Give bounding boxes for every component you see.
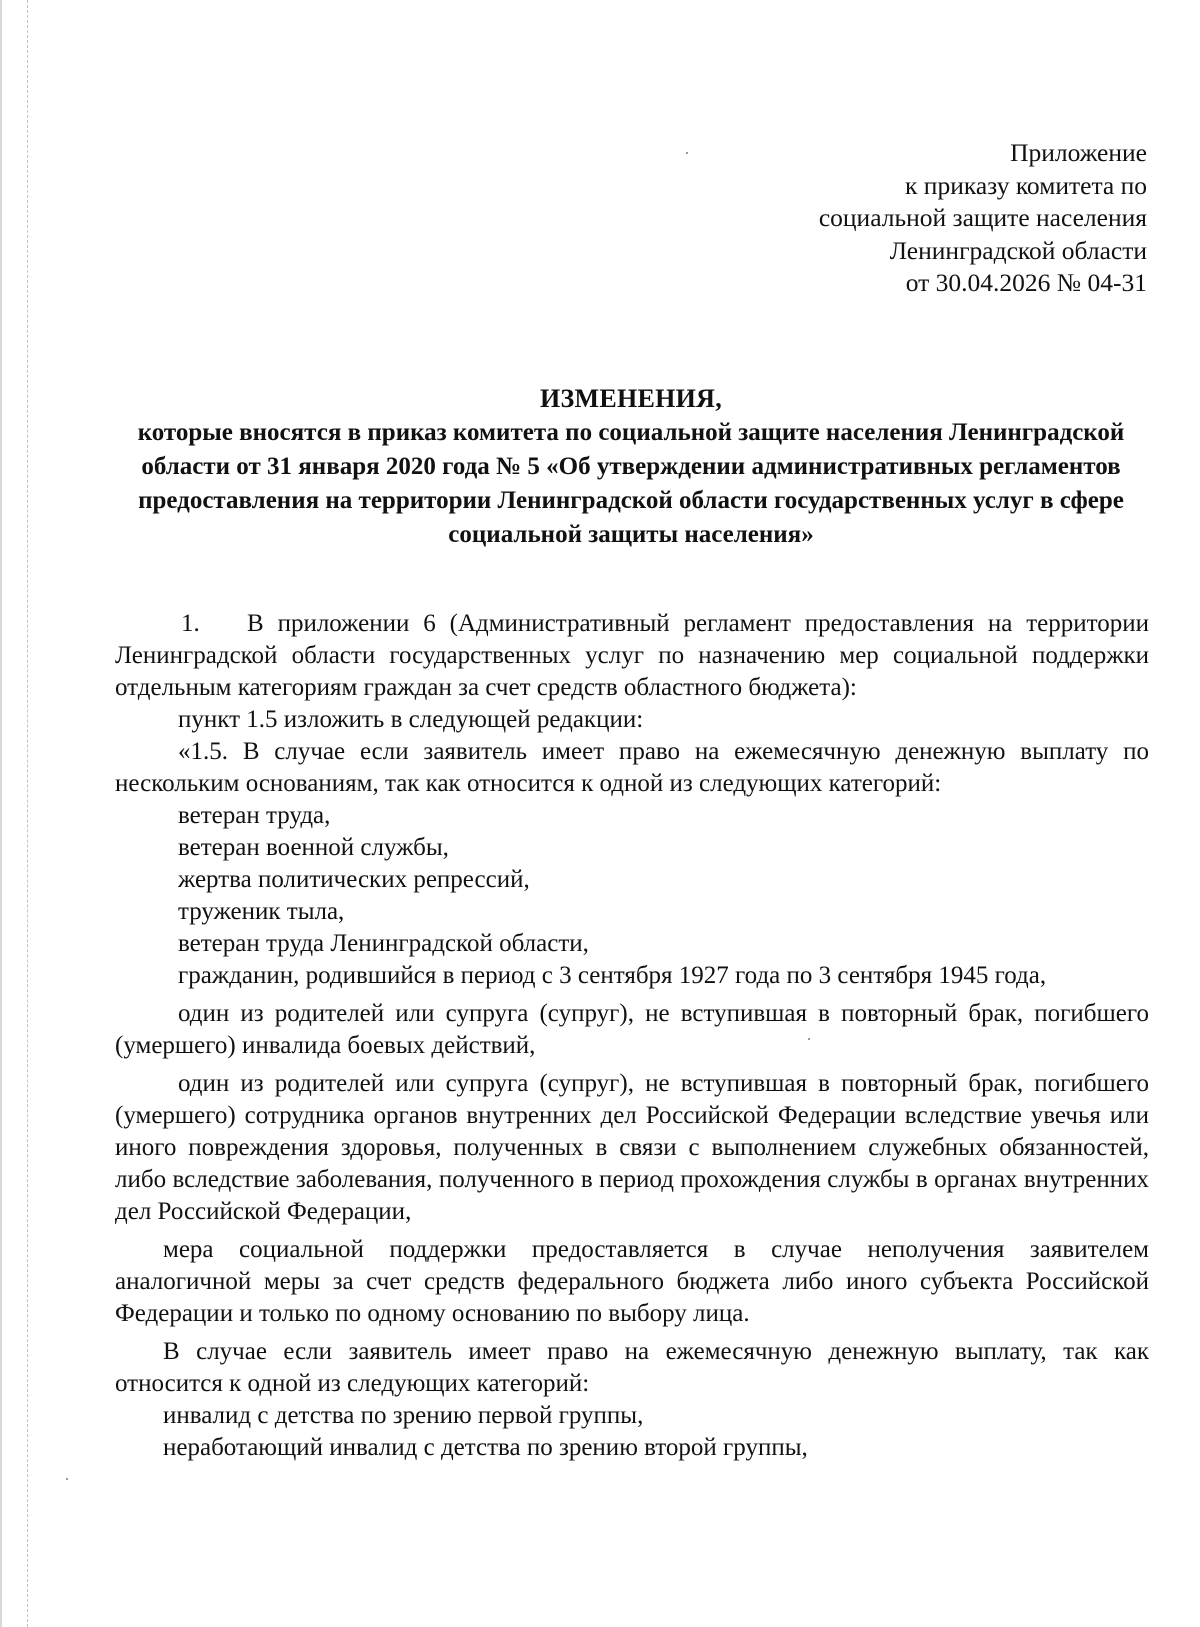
second-category-item: неработающий инвалид с детства по зрению второй группы,	[163, 1434, 808, 1461]
category-item: труженик тыла,	[178, 898, 345, 925]
category-item: ветеран труда,	[178, 802, 331, 829]
document-body	[115, 608, 1149, 1464]
item-1-text: В приложении 6 (Административный регламент предоставления на территории Ленинградской области государственных услуг по назначению мер социальной поддержки отдельным категориям граждан за счет средств областного бюджета):	[115, 610, 1149, 701]
document-title: ИЗМЕНЕНИЯ,	[539, 384, 723, 413]
measure-paragraph: мера социальной поддержки предоставляется в случае неполучения заявителем аналогичной меры за счет средств федерального бюджета либо иного субъекта Российской Федерации и только по одному основанию по выбору лица.	[115, 1236, 1149, 1327]
item-number: 1.	[181, 610, 200, 637]
parent-police-paragraph: один из родителей или супруга (супруг), не вступившая в повторный брак, погибшего (умершего) сотрудника органов внутренних дел Российской Федерации вследствие увечья или иного повреждения здоровья, полученных в связи с выполнением служебных обязанностей, либо вследствие заболевания, полученного в период прохождения службы в органах внутренних дел Российской Федерации,	[115, 1070, 1149, 1225]
instruction-paragraph: пункт 1.5 изложить в следующей редакции:	[178, 706, 644, 733]
appendix-block	[819, 137, 1147, 300]
second-category-item: инвалид с детства по зрению первой группы,	[163, 1402, 644, 1429]
parent-combat-paragraph: один из родителей или супруга (супруг), не вступившая в повторный брак, погибшего (умершего) инвалида боевых действий,	[115, 1000, 1149, 1059]
category-item: ветеран труда Ленинградской области,	[178, 930, 589, 957]
appendix-line: Приложение	[1010, 138, 1147, 167]
appendix-line: Ленинградской области	[889, 235, 1147, 265]
born-citizen-paragraph: гражданин, родившийся в период с 3 сентября 1927 года по 3 сентября 1945 года,	[178, 962, 1047, 989]
scan-edge-shadow	[0, 0, 2, 1627]
appendix-line: от 30.04.2026 № 04-31	[905, 268, 1147, 298]
scan-speck	[686, 152, 688, 154]
document-subtitle: которые вносятся в приказ комитета по социальной защите населения Ленинградской области от 31 января 2020 года № 5 «Об утверждении административных регламентов предоставления на территории Ленинградской области государственных услуг в сфере социальной защиты населения»	[137, 419, 1125, 548]
document-heading	[115, 382, 1147, 552]
category-item: жертва политических репрессий,	[178, 866, 530, 893]
clause-intro-paragraph: «1.5. В случае если заявитель имеет право на ежемесячную денежную выплату по нескольким основаниям, так как относится к одной из следующих категорий:	[115, 738, 1149, 797]
appendix-line: социальной защите населения	[818, 203, 1147, 233]
second-case-paragraph: В случае если заявитель имеет право на ежемесячную денежную выплату, так как относится к одной из следующих категорий:	[115, 1338, 1149, 1397]
category-item: ветеран военной службы,	[178, 834, 449, 861]
item-1-paragraph	[115, 608, 1149, 704]
scan-edge-line	[27, 0, 29, 1627]
scan-speck	[66, 1478, 68, 1480]
appendix-line: к приказу комитета по	[905, 170, 1147, 200]
